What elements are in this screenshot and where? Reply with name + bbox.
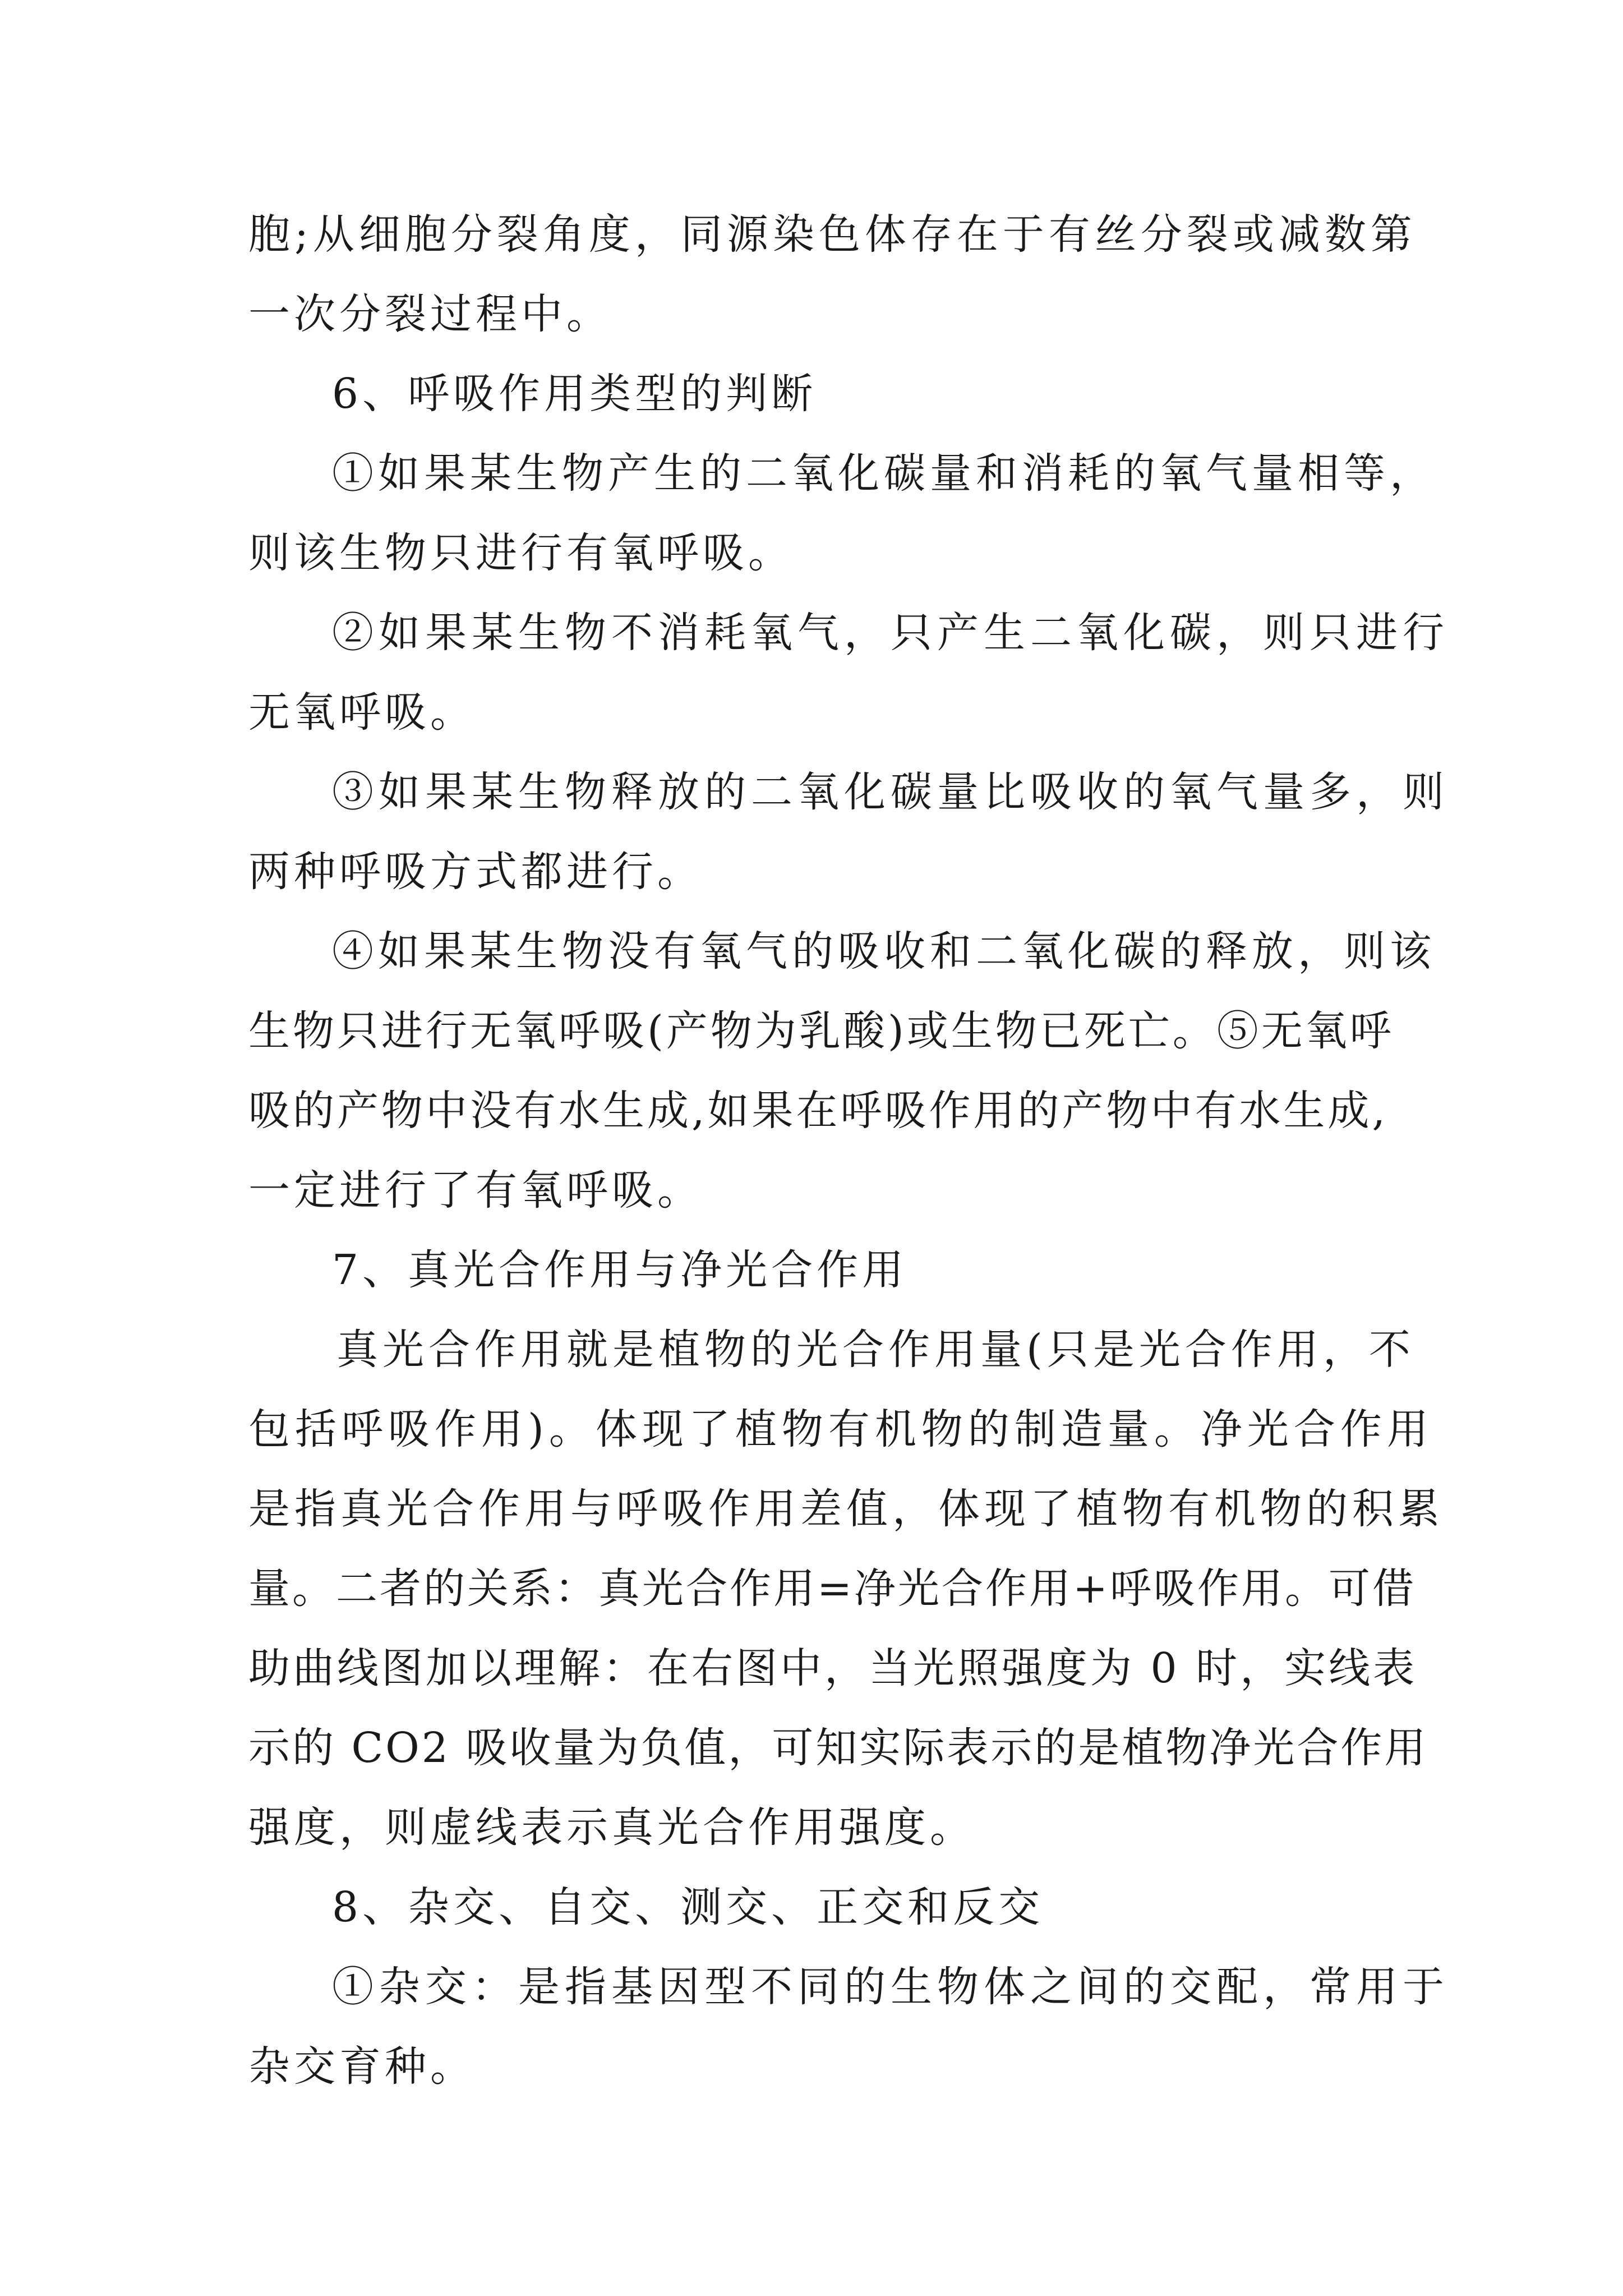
text-line: 生物只进行无氧呼吸(产物为乳酸)或生物已死亡。⑤无氧呼 (248, 1007, 1394, 1055)
text-line: 量。二者的关系：真光合作用=净光合作用+呼吸作用。可借 (248, 1565, 1417, 1613)
text-line: 无氧呼吸。 (248, 688, 476, 737)
text-line: 一定进行了有氧呼吸。 (248, 1166, 703, 1214)
text-line: ①杂交：是指基因型不同的生物体之间的交配，常用于 (332, 1963, 1449, 2011)
text-line: 则该生物只进行有氧呼吸。 (248, 529, 794, 577)
text-line: ③如果某生物释放的二氧化碳量比吸收的氧气量多，则 (332, 768, 1449, 816)
text-line: 真光合作用就是植物的光合作用量(只是光合作用，不 (336, 1326, 1415, 1374)
text-line: 是指真光合作用与呼吸作用差值，体现了植物有机物的积累 (248, 1485, 1444, 1533)
section-heading-photosynthesis: 7、真光合作用与净光合作用 (332, 1246, 908, 1294)
text-line: 示的 CO2 吸收量为负值，可知实际表示的是植物净光合作用 (248, 1724, 1428, 1772)
text-line: 助曲线图加以理解：在右图中，当光照强度为 0 时，实线表 (248, 1644, 1418, 1692)
text-line: 吸的产物中没有水生成,如果在呼吸作用的产物中有水生成, (248, 1087, 1389, 1135)
section-heading-crosses: 8、杂交、自交、测交、正交和反交 (332, 1883, 1044, 1931)
text-line: 一次分裂过程中。 (248, 290, 612, 338)
section-heading-respiration: 6、呼吸作用类型的判断 (332, 370, 817, 418)
text-line: 杂交育种。 (248, 2042, 476, 2091)
text-line: ④如果某生物没有氧气的吸收和二氧化碳的释放，则该 (332, 927, 1436, 976)
text-line: ②如果某生物不消耗氧气，只产生二氧化碳，则只进行 (332, 609, 1449, 657)
text-line: 包括呼吸作用)。体现了植物有机物的制造量。净光合作用 (248, 1405, 1433, 1453)
text-line: 强度，则虚线表示真光合作用强度。 (248, 1803, 975, 1852)
text-line: 胞;从细胞分裂角度，同源染色体存在于有丝分裂或减数第 (248, 210, 1417, 259)
text-line: ①如果某生物产生的二氧化碳量和消耗的氧气量相等， (332, 449, 1436, 498)
text-line: 两种呼吸方式都进行。 (248, 848, 703, 896)
